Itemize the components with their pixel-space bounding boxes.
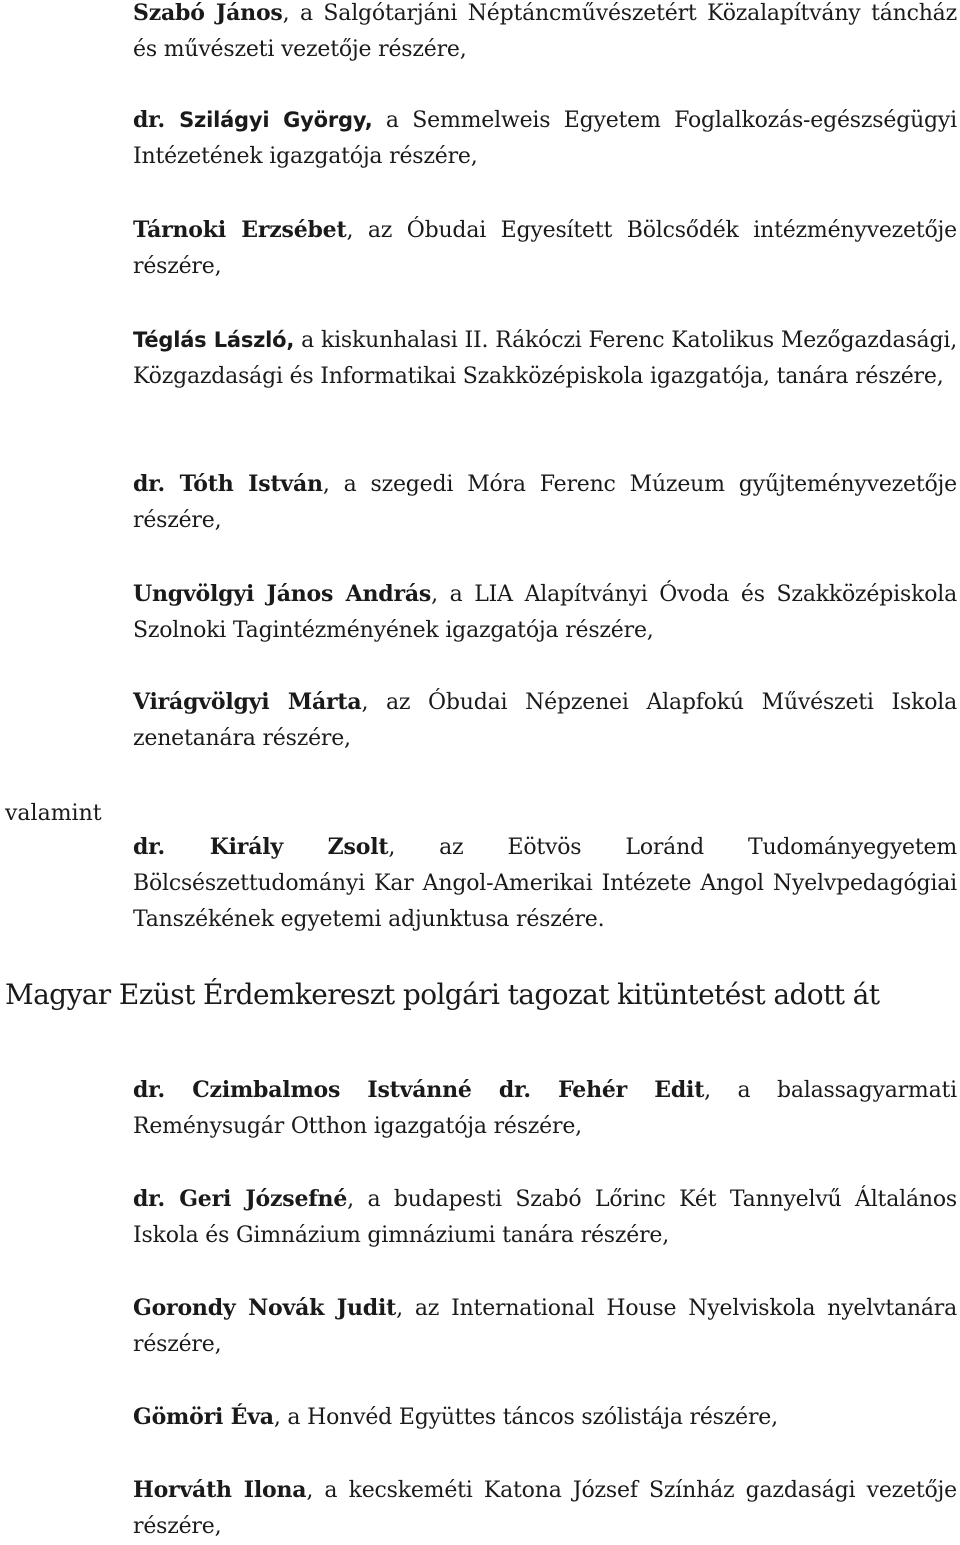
award-entry (133, 684, 957, 757)
award-entry (133, 322, 957, 395)
recipient-name: Ungvölgyi János András (133, 581, 432, 607)
recipient-description: , az Eötvös Loránd Tudományegyetem Bölcsészettudományi Kar Angol-Amerikai Intézete Angol Nyelvpedagógiai Tanszékének egyetemi adjunktusa részére. (133, 835, 957, 932)
recipient-name: Tóth István (179, 471, 323, 497)
recipient-prefix: dr. (133, 107, 180, 133)
recipient-description: , a kecskeméti Katona József Színház gazdasági vezetője részére, (133, 1478, 957, 1539)
recipient-description: , a LIA Alapítványi Óvoda és Szakközépiskola Szolnoki Tagintézményének igazgatója részére, (133, 582, 957, 643)
recipient-description: a Semmelweis Egyetem Foglalkozás-egészségügyi Intézetének igazgatója részére, (133, 108, 957, 169)
recipient-prefix: dr. (133, 1186, 180, 1212)
recipient-name: Virágvölgyi Márta (133, 689, 362, 715)
recipient-description: a kiskunhalasi II. Rákóczi Ferenc Katolikus Mezőgazdasági, Közgazdasági és Informatikai Szakközépiskola igazgatója, tanára részére, (133, 328, 957, 389)
award-entry (133, 102, 957, 175)
award-entry (133, 829, 957, 938)
recipient-name: Horváth Ilona (133, 1477, 307, 1503)
recipient-prefix: dr. (133, 471, 180, 497)
recipient-description: , a szegedi Móra Ferenc Múzeum gyűjteményvezetője részére, (133, 472, 957, 533)
recipient-description: , a budapesti Szabó Lőrinc Két Tannyelvű Általános Iskola és Gimnázium gimnáziumi tanára részére, (133, 1187, 957, 1248)
award-entry (133, 212, 957, 285)
recipient-prefix: dr. (133, 834, 210, 860)
recipient-name: Gömöri Éva (133, 1404, 274, 1430)
recipient-description: , az Óbudai Népzenei Alapfokú Művészeti Iskola zenetanára részére, (133, 690, 958, 751)
award-entry (133, 1290, 957, 1363)
recipient-name: Király Zsolt (209, 834, 389, 860)
recipient-name: Szabó János (133, 0, 283, 26)
recipient-name: Geri Józsefné (179, 1186, 348, 1212)
award-entry (133, 1472, 957, 1545)
award-entry (133, 1181, 957, 1254)
recipient-description: , a balassagyarmati Reménysugár Otthon igazgatója részére, (133, 1078, 957, 1139)
recipient-description: , a Honvéd Együttes táncos szólistája részére, (273, 1405, 778, 1430)
award-entry (133, 0, 957, 68)
recipient-name: dr. Czimbalmos Istvánné dr. Fehér Edit (133, 1077, 705, 1103)
recipient-name: Szilágyi György, (179, 108, 373, 132)
award-entry (133, 466, 957, 539)
valamint-label: valamint (5, 801, 102, 826)
recipient-description: , a Salgótarjáni Néptáncművészetért Közalapítvány táncház és művészeti vezetője részére, (133, 1, 957, 62)
award-entry (133, 576, 957, 649)
recipient-name: Gorondy Novák Judit (133, 1295, 397, 1321)
section-heading: Magyar Ezüst Érdemkereszt polgári tagozat kitüntetést adott át (5, 978, 880, 1011)
recipient-name: Téglás László, (133, 328, 295, 352)
award-entry (133, 1072, 957, 1145)
recipient-description: , az Óbudai Egyesített Bölcsődék intézményvezetője részére, (133, 218, 957, 279)
recipient-description: , az International House Nyelviskola nyelvtanára részére, (133, 1296, 957, 1357)
award-entry (133, 1399, 957, 1436)
recipient-name: Tárnoki Erzsébet (133, 217, 347, 243)
